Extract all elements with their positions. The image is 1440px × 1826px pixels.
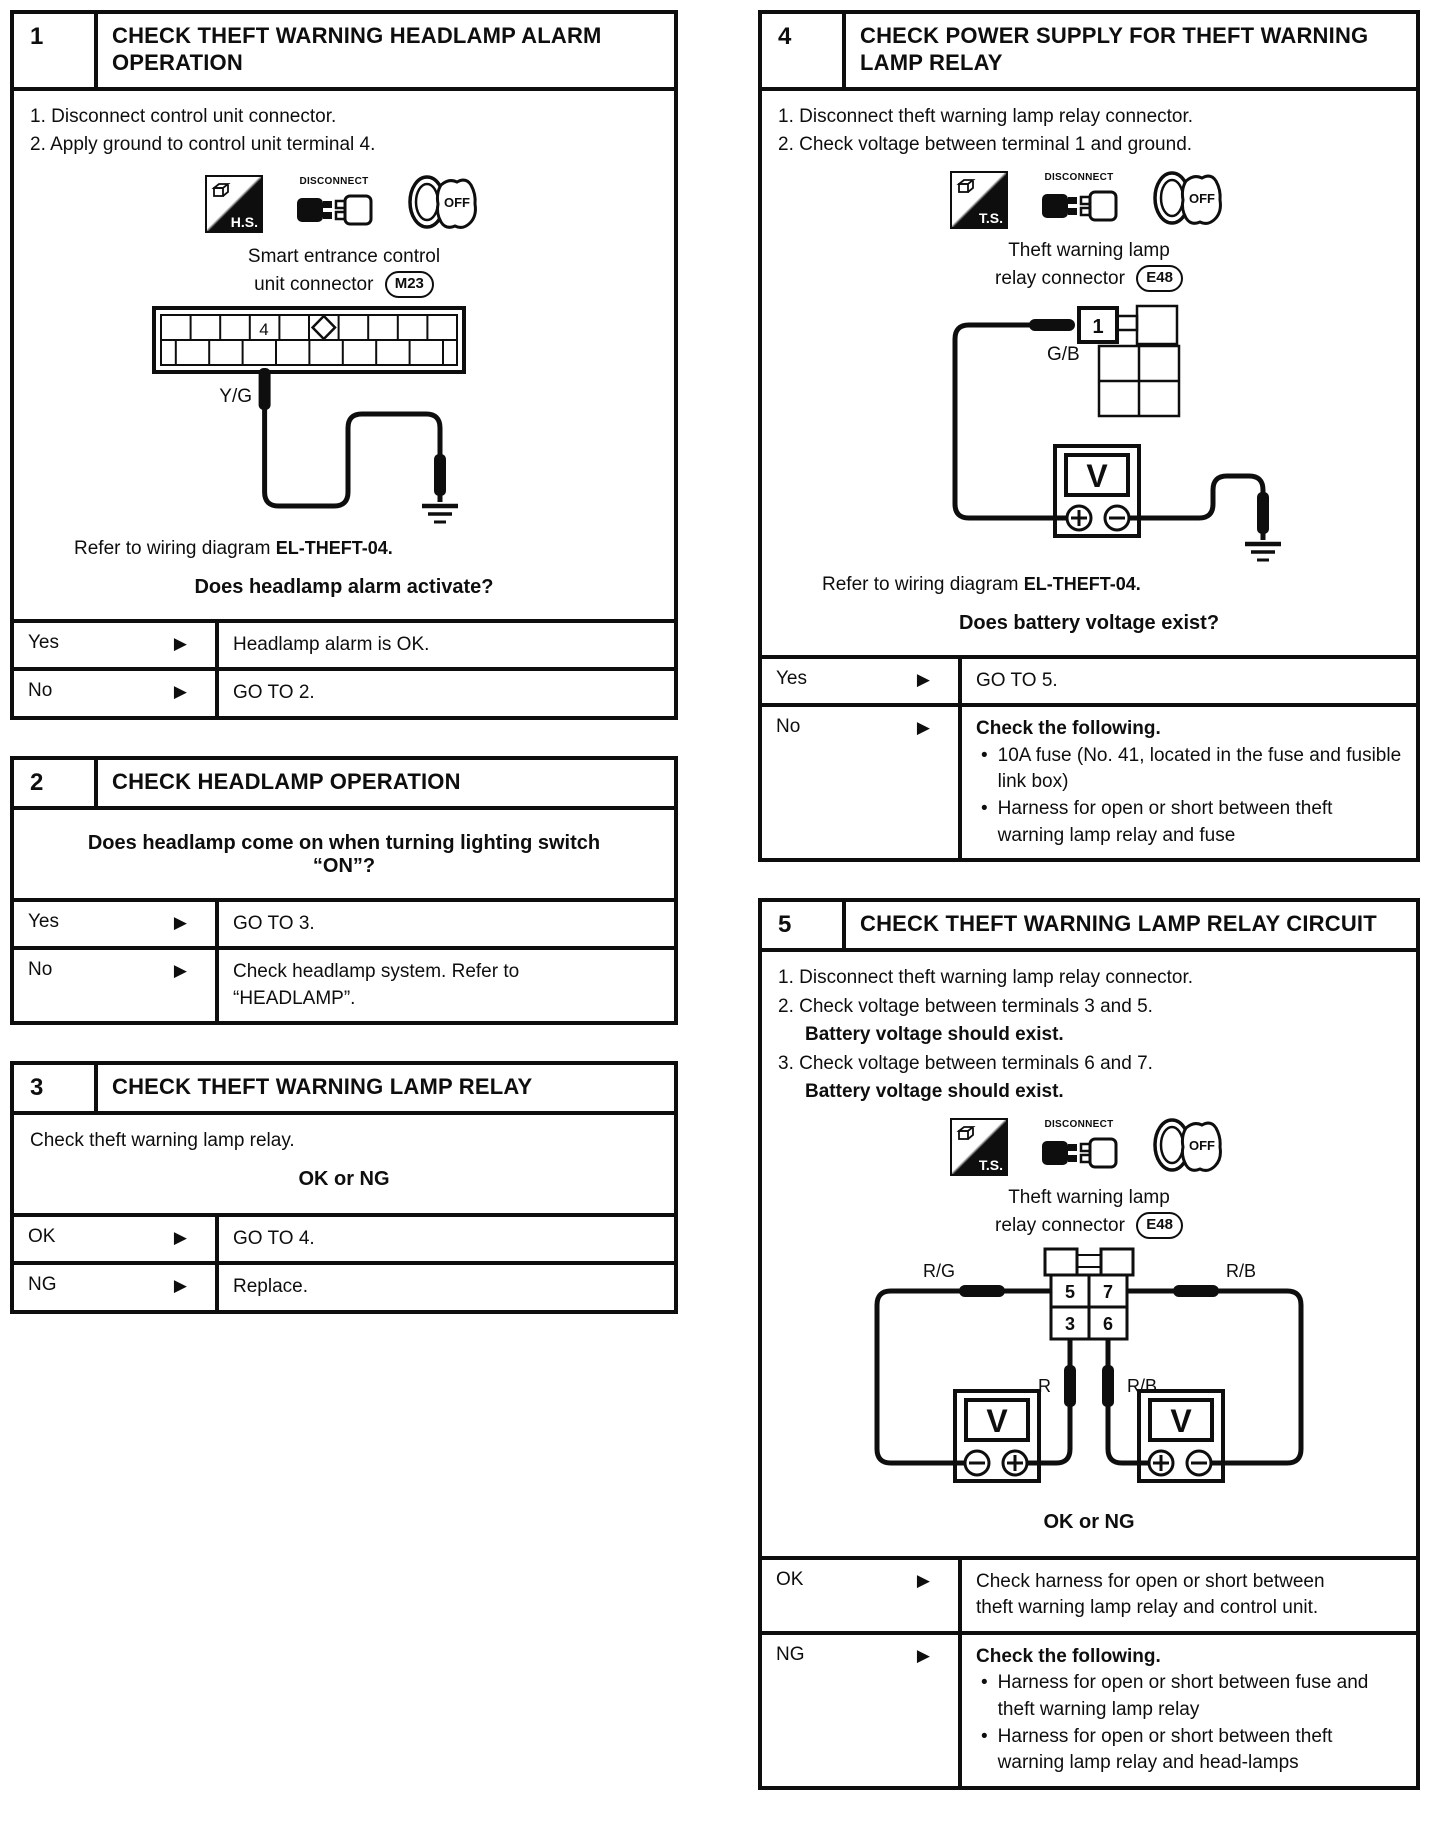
hand-scan-tool-icon <box>205 175 263 233</box>
disconnect-connector-icon <box>1040 1119 1118 1175</box>
probe-band <box>1257 492 1269 534</box>
result-arrow-icon: ▶ <box>173 633 187 653</box>
voltmeter-icon <box>1139 1391 1223 1481</box>
test-switch-tool-icon <box>950 1118 1008 1176</box>
caption-line: relay connector <box>995 1215 1125 1237</box>
step-1-body <box>14 91 674 619</box>
result-arrow-icon: ▶ <box>173 912 187 932</box>
result-label: Yes <box>28 631 59 653</box>
mini-tool-glyph <box>955 177 977 195</box>
result-arrow-icon: ▶ <box>916 1570 930 1590</box>
result-action: GO TO 2. <box>233 682 315 704</box>
ground-icon <box>422 506 458 522</box>
result-action: Headlamp alarm is OK. <box>233 633 430 655</box>
step-1-header <box>14 14 674 91</box>
terminal-7-label: 7 <box>1102 1281 1114 1302</box>
bullet-item <box>976 1724 1402 1777</box>
ts-label: T.S. <box>978 210 1003 227</box>
connector-caption <box>778 237 1400 294</box>
result-label: OK <box>776 1568 804 1590</box>
step-4-box <box>758 10 1420 862</box>
terminal-1-label: 1 <box>1092 315 1104 338</box>
question: Does battery voltage exist? <box>958 611 1220 634</box>
ground-icon <box>1245 544 1281 560</box>
instruction-line: 2. Check voltage between terminals 3 and 5. <box>778 995 1153 1017</box>
result-arrow-icon: ▶ <box>916 718 930 738</box>
result-action: Check harness for open or short between theft warning lamp relay and control unit. <box>976 1570 1325 1619</box>
result-action: GO TO 5. <box>976 669 1058 691</box>
connector-caption <box>778 1184 1400 1241</box>
result-row-ng <box>14 1261 674 1310</box>
probe-band <box>1102 1365 1114 1407</box>
wire-label: R/G <box>922 1260 956 1281</box>
result-label: No <box>776 716 801 738</box>
result-label-cell <box>14 623 219 668</box>
bullet-icon: • <box>981 1725 988 1747</box>
step-2-box <box>10 756 678 1026</box>
disconnect-connector-icon <box>295 176 373 232</box>
instruction-line: 1. Disconnect theft warning lamp relay connector. <box>778 967 1194 989</box>
result-label-cell <box>14 902 219 947</box>
action-heading: Check the following. <box>976 718 1161 740</box>
result-label: OK <box>28 1225 56 1247</box>
step-5-box <box>758 898 1420 1789</box>
result-action: Replace. <box>233 1276 308 1298</box>
refer-note <box>778 570 1400 606</box>
step-1-box <box>10 10 678 720</box>
result-label: Yes <box>28 910 59 932</box>
disconnect-label: DISCONNECT <box>299 176 369 188</box>
probe-band <box>959 1285 1005 1297</box>
left-column <box>10 10 678 1350</box>
action-heading: Check the following. <box>976 1645 1161 1667</box>
off-label: OFF <box>1189 190 1215 206</box>
bullet-text: Harness for open or short between theft warning lamp relay and head-lamps <box>997 1725 1333 1774</box>
step-3-body <box>14 1115 674 1213</box>
result-row-no <box>762 703 1416 858</box>
probe-band <box>1064 1365 1076 1407</box>
caption-line: unit connector <box>254 274 374 296</box>
step-title: CHECK THEFT WARNING LAMP RELAY CIRCUIT <box>860 911 1377 937</box>
instruction-emphasis: Battery voltage should exist. <box>805 1081 1064 1103</box>
probe-band <box>434 454 446 496</box>
right-column <box>758 10 1420 1826</box>
question <box>30 822 658 890</box>
step-4-body <box>762 91 1416 655</box>
result-label-cell <box>762 659 962 704</box>
wiring-diagram-code: EL-THEFT-04. <box>275 537 393 558</box>
wiring-diagram-code: EL-THEFT-04. <box>1023 573 1141 594</box>
voltmeter-icon <box>955 1391 1039 1481</box>
instruction-line: 1. Disconnect theft warning lamp relay connector. <box>778 105 1194 127</box>
step-title: CHECK THEFT WARNING HEADLAMP ALARM OPERATION <box>112 23 602 75</box>
tool-icon-row <box>778 1115 1400 1180</box>
caption-line: relay connector <box>995 268 1125 290</box>
step-title: CHECK HEADLAMP OPERATION <box>112 768 461 794</box>
result-arrow-icon: ▶ <box>173 961 187 981</box>
ok-or-ng-label: OK or NG <box>1043 1510 1135 1533</box>
keyway-diamond <box>313 316 335 339</box>
step-2-header <box>14 760 674 810</box>
wire-label: Y/G <box>219 385 252 407</box>
voltmeter-v-label: V <box>986 1402 1008 1439</box>
disconnect-label: DISCONNECT <box>1044 172 1114 184</box>
control-unit-connector-diagram <box>34 306 654 534</box>
hs-label: H.S. <box>230 214 258 231</box>
ignition-key-off-icon <box>1150 1115 1228 1180</box>
relay-connector-voltage-diagram <box>779 300 1399 570</box>
result-row-no <box>14 667 674 716</box>
result-action: GO TO 4. <box>233 1227 315 1249</box>
result-row-yes <box>14 619 674 668</box>
tool-icon-row <box>30 172 658 237</box>
caption-line: Theft warning lamp <box>1008 239 1170 261</box>
step-4-header <box>762 14 1416 91</box>
refer-label: Refer to wiring diagram <box>74 537 271 559</box>
bullet-text: Harness for open or short between theft warning lamp relay and fuse <box>997 798 1333 846</box>
bullet-text: 10A fuse (No. 41, located in the fuse and fusible link box) <box>997 744 1402 793</box>
ts-label: T.S. <box>978 1157 1003 1174</box>
voltmeter-v-label: V <box>1086 457 1108 494</box>
result-label-cell <box>762 1560 962 1631</box>
result-arrow-icon: ▶ <box>173 682 187 702</box>
result-row-ok <box>14 1213 674 1262</box>
instruction-emphasis: Battery voltage should exist. <box>805 1024 1064 1046</box>
result-action: Check headlamp system. Refer to “HEADLAMP”. <box>233 961 520 1009</box>
terminal-4-label: 4 <box>259 319 269 339</box>
wire-label: R <box>1038 1375 1051 1396</box>
result-row-yes <box>762 655 1416 704</box>
result-action <box>962 707 1416 858</box>
instruction-line: 2. Check voltage between terminal 1 and ground. <box>778 134 1193 156</box>
off-label: OFF <box>444 194 470 210</box>
result-label: No <box>28 680 53 702</box>
result-label: NG <box>28 1274 57 1296</box>
step-3-header <box>14 1065 674 1115</box>
tool-icon-row <box>778 168 1400 233</box>
step-number: 3 <box>14 1065 98 1111</box>
probe-band <box>1029 319 1075 331</box>
step-5-body <box>762 952 1416 1556</box>
ok-or-ng-label: OK or NG <box>298 1167 390 1190</box>
wire-label: R/B <box>1127 1375 1158 1396</box>
caption-line: Smart entrance control <box>247 245 441 267</box>
result-arrow-icon: ▶ <box>173 1227 187 1247</box>
caption-line: Theft warning lamp <box>1008 1186 1170 1208</box>
result-label-cell <box>14 1265 219 1310</box>
question-line: “ON”? <box>312 854 376 877</box>
result-label-cell <box>762 1635 962 1786</box>
ignition-key-off-icon <box>405 172 483 237</box>
result-arrow-icon: ▶ <box>916 669 930 689</box>
question: Does headlamp alarm activate? <box>194 575 494 598</box>
result-row-no <box>14 946 674 1021</box>
step-number: 5 <box>762 902 846 948</box>
result-label: No <box>28 959 53 981</box>
voltmeter-v-label: V <box>1170 1402 1192 1439</box>
disconnect-connector-icon <box>1040 172 1118 228</box>
step-number: 1 <box>14 14 98 87</box>
step-2-body <box>14 810 674 898</box>
refer-note <box>30 534 658 570</box>
disconnect-label: DISCONNECT <box>1044 1119 1114 1131</box>
result-row-ng <box>762 1631 1416 1786</box>
step-5-header <box>762 902 1416 952</box>
result-label: Yes <box>776 667 807 689</box>
step-title: CHECK POWER SUPPLY FOR THEFT WARNING LAMP RELAY <box>860 23 1369 75</box>
probe-band <box>1173 1285 1219 1297</box>
mini-tool-glyph <box>955 1124 977 1142</box>
result-label-cell <box>762 707 962 858</box>
step-3-box <box>10 1061 678 1314</box>
step-title: CHECK THEFT WARNING LAMP RELAY <box>112 1074 533 1100</box>
connector-id-badge: M23 <box>385 271 434 298</box>
result-label-cell <box>14 950 219 1021</box>
result-arrow-icon: ▶ <box>916 1645 930 1665</box>
wire-label: R/B <box>1225 1260 1257 1281</box>
result-row-ok <box>762 1556 1416 1631</box>
connector-caption <box>30 243 658 300</box>
terminal-3-label: 3 <box>1064 1313 1076 1334</box>
bullet-text: Harness for open or short between fuse and theft warning lamp relay <box>997 1672 1369 1720</box>
result-arrow-icon: ▶ <box>173 1276 187 1296</box>
instruction-line: Check theft warning lamp relay. <box>30 1130 295 1152</box>
wire-label: G/B <box>1047 343 1080 365</box>
refer-label: Refer to wiring diagram <box>822 573 1019 595</box>
question-line: Does headlamp come on when turning lighting switch <box>87 831 601 854</box>
bullet-icon: • <box>981 798 988 820</box>
result-action: GO TO 3. <box>233 912 315 934</box>
ignition-key-off-icon <box>1150 168 1228 233</box>
bullet-item <box>976 796 1402 849</box>
relay-circuit-voltage-diagram <box>779 1247 1399 1499</box>
result-label-cell <box>14 1217 219 1262</box>
bullet-item <box>976 743 1402 796</box>
instruction-line: 2. Apply ground to control unit terminal 4. <box>30 134 376 156</box>
instruction-line: 3. Check voltage between terminals 6 and 7. <box>778 1052 1153 1074</box>
step-number: 4 <box>762 14 846 87</box>
bullet-item <box>976 1670 1402 1723</box>
mini-tool-glyph <box>210 181 232 199</box>
voltmeter-icon <box>1055 446 1139 536</box>
terminal-6-label: 6 <box>1102 1313 1114 1334</box>
result-row-yes <box>14 898 674 947</box>
result-action <box>962 1635 1416 1786</box>
step-number: 2 <box>14 760 98 806</box>
instruction-line: 1. Disconnect control unit connector. <box>30 105 337 127</box>
bullet-icon: • <box>981 1672 988 1694</box>
off-label: OFF <box>1189 1137 1215 1153</box>
connector-id-badge: E48 <box>1136 1212 1183 1239</box>
result-label: NG <box>776 1643 805 1665</box>
terminal-5-label: 5 <box>1064 1281 1076 1302</box>
bullet-icon: • <box>981 744 988 766</box>
test-switch-tool-icon <box>950 171 1008 229</box>
result-label-cell <box>14 671 219 716</box>
connector-id-badge: E48 <box>1136 265 1183 292</box>
